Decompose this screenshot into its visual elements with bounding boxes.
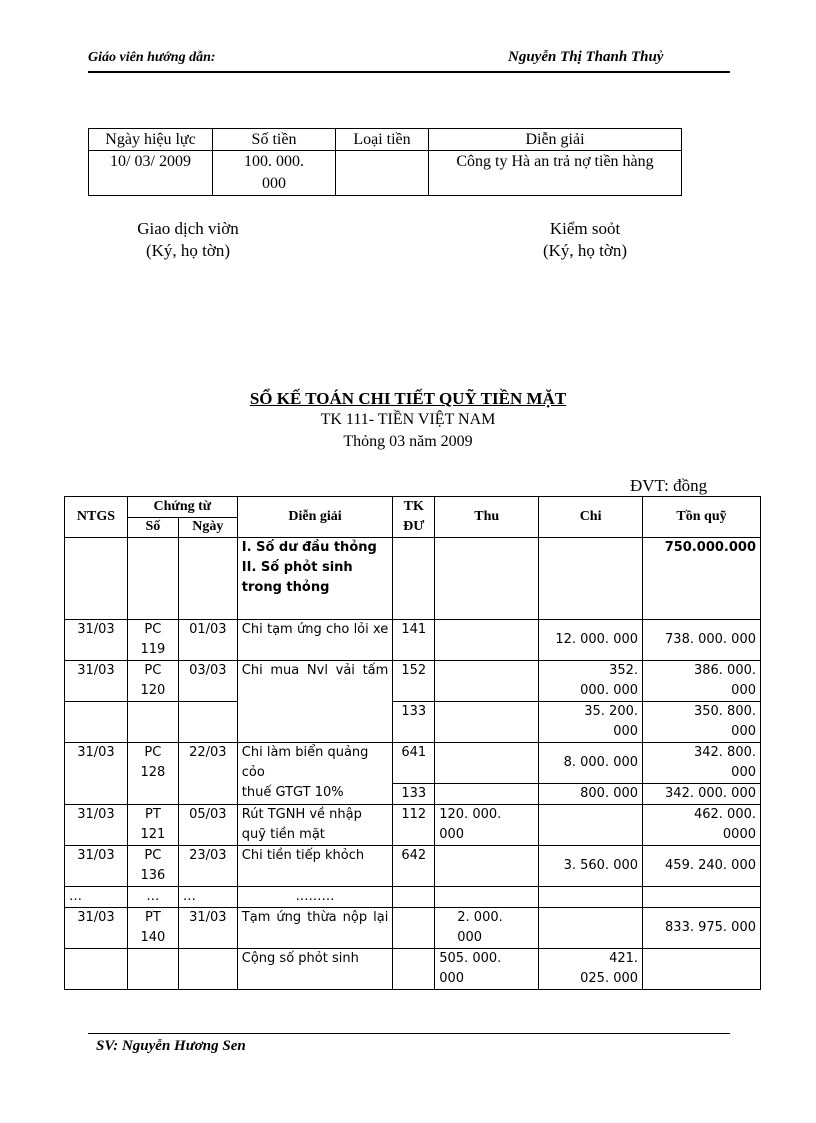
ledger-opening-row <box>65 538 761 620</box>
header-advisor-label: Giáo viên hướng dẫn: <box>88 50 216 65</box>
ledger-header-voucher-date: Ngày <box>178 517 237 538</box>
ledger-balance: 342. 800. 000 <box>643 743 761 784</box>
ledger-cell <box>643 887 761 908</box>
ledger-cell <box>65 538 128 620</box>
signature-teller-note: (Ký, họ tờn) <box>145 241 231 260</box>
ledger-cell <box>127 538 178 620</box>
voucher-table <box>88 128 682 196</box>
ledger-ntgs: 31/03 <box>65 805 128 846</box>
footer-divider <box>88 1033 730 1034</box>
ledger-ntgs: 31/03 <box>65 661 128 702</box>
signature-controller-title: Kiểm soỏt <box>549 219 621 238</box>
ledger-payment: 12. 000. 000 <box>539 620 643 661</box>
header-divider <box>88 71 730 73</box>
ledger-voucher-date: 01/03 <box>178 620 237 661</box>
ledger-cell <box>643 949 761 990</box>
ledger-description <box>237 743 393 805</box>
voucher-amount: 100. 000. 000 <box>213 151 336 196</box>
ledger-voucher-date: 03/03 <box>178 661 237 702</box>
ledger-receipt <box>435 661 539 702</box>
ledger-voucher-date: 23/03 <box>178 846 237 887</box>
ledger-total-receipt: 505. 000. 000 <box>435 949 539 990</box>
ledger-cell <box>435 702 539 743</box>
voucher-description: Công ty Hà an trả nợ tiền hàng <box>429 151 682 196</box>
ledger-receipt: 120. 000. 000 <box>435 805 539 846</box>
ledger-receipt: 2. 000. 000 <box>435 908 539 949</box>
ledger-cell <box>178 949 237 990</box>
ledger-receipt <box>435 620 539 661</box>
signature-controller-note: (Ký, họ tờn) <box>542 241 628 260</box>
ledger-balance: 342. 000. 000 <box>643 784 761 805</box>
ledger-cell <box>127 949 178 990</box>
ledger-title-text: SỔ KẾ TOÁN CHI TIẾT QUỸ TIỀN MẶT <box>249 389 567 408</box>
ledger-header-voucher-no: Số <box>127 517 178 538</box>
ledger-title <box>0 389 816 409</box>
ledger-opening-description: I. Số dư đầu thỏng II. Số phỏt sinh trong thỏng <box>237 538 393 620</box>
ledger-voucher-no: PT 121 <box>127 805 178 846</box>
ledger-header-ntgs: NTGS <box>65 497 128 538</box>
ledger-description: ……… <box>237 887 393 908</box>
ledger-header-payment: Chi <box>539 497 643 538</box>
ledger-cell <box>178 702 237 743</box>
ledger-cell <box>393 538 435 620</box>
ledger-balance: 738. 000. 000 <box>643 620 761 661</box>
ledger-payment: 800. 000 <box>539 784 643 805</box>
ledger-payment: 35. 200. 000 <box>539 702 643 743</box>
ledger-voucher-date: … <box>178 887 237 908</box>
ledger-balance: 459. 240. 000 <box>643 846 761 887</box>
ledger-header-balance: Tồn quỹ <box>643 497 761 538</box>
ledger-subtitle: TK 111- TIỀN VIỆT NAM <box>320 411 496 428</box>
ledger-voucher-no: PC 128 <box>127 743 178 805</box>
ledger-description: Chi tiền tiếp khỏch <box>237 846 393 887</box>
ledger-header-account: TK ĐƯ <box>393 497 435 538</box>
ledger-description-line: thuế GTGT 10% <box>241 785 344 800</box>
ledger-voucher-no: PC 120 <box>127 661 178 702</box>
voucher-header-date: Ngày hiệu lực <box>89 129 213 151</box>
ledger-account: 152 <box>393 661 435 702</box>
ledger-row <box>65 702 761 743</box>
ledger-voucher-no: PT 140 <box>127 908 178 949</box>
voucher-data-row <box>89 151 682 196</box>
ledger-cell <box>393 908 435 949</box>
ledger-ntgs: 31/03 <box>65 908 128 949</box>
voucher-header-currency: Loại tiền <box>336 129 429 151</box>
ledger-total-label: Cộng số phỏt sinh <box>237 949 393 990</box>
ledger-cell <box>435 784 539 805</box>
ledger-balance: 833. 975. 000 <box>643 908 761 949</box>
voucher-header-description: Diễn giải <box>429 129 682 151</box>
ledger-header-voucher: Chứng từ <box>127 497 237 518</box>
ledger-ntgs: 31/03 <box>65 743 128 805</box>
ledger-voucher-date: 22/03 <box>178 743 237 805</box>
ledger-payment: 3. 560. 000 <box>539 846 643 887</box>
ledger-cell <box>539 908 643 949</box>
ledger-voucher-date: 05/03 <box>178 805 237 846</box>
ledger-row <box>65 743 761 784</box>
ledger-voucher-date: 31/03 <box>178 908 237 949</box>
footer-student-name: SV: Nguyễn Hương Sen <box>96 1038 246 1054</box>
voucher-header-amount: Số tiền <box>213 129 336 151</box>
signature-teller <box>108 218 268 262</box>
ledger-balance: 386. 000. 000 <box>643 661 761 702</box>
ledger-payment: 8. 000. 000 <box>539 743 643 784</box>
voucher-currency <box>336 151 429 196</box>
signature-teller-title: Giao dịch viờn <box>137 219 239 238</box>
ledger-balance: 462. 000. 0000 <box>643 805 761 846</box>
ledger-cell <box>435 743 539 784</box>
voucher-date: 10/ 03/ 2009 <box>89 151 213 196</box>
ledger-cell <box>65 949 128 990</box>
ledger-description: Chi mua Nvl vải tấm <box>237 661 393 743</box>
ledger-row <box>65 805 761 846</box>
ledger-account: 141 <box>393 620 435 661</box>
ledger-payment <box>539 805 643 846</box>
ledger-cell <box>65 702 128 743</box>
ledger-account: 641 <box>393 743 435 784</box>
ledger-cell <box>435 887 539 908</box>
ledger-description: Chi tạm ứng cho lỏi xe <box>237 620 393 661</box>
ledger-description: Rút TGNH về nhập quỹ tiền mặt <box>237 805 393 846</box>
ledger-account: 133 <box>393 784 435 805</box>
ledger-header-row-1 <box>65 497 761 518</box>
ledger-account: 112 <box>393 805 435 846</box>
ledger-voucher-no: … <box>127 887 178 908</box>
ledger-table <box>64 496 761 990</box>
header-author-name: Nguyễn Thị Thanh Thuỷ <box>508 49 664 65</box>
ledger-header-receipt: Thu <box>435 497 539 538</box>
ledger-row <box>65 620 761 661</box>
ledger-receipt <box>435 846 539 887</box>
ledger-unit: ĐVT: đồng <box>630 476 708 495</box>
ledger-voucher-no: PC 119 <box>127 620 178 661</box>
ledger-account: 133 <box>393 702 435 743</box>
ledger-description-line: Chi làm biển quảng cỏo <box>241 745 369 780</box>
ledger-total-payment: 421. 025. 000 <box>539 949 643 990</box>
ledger-row <box>65 846 761 887</box>
ledger-ntgs: 31/03 <box>65 620 128 661</box>
ledger-ntgs: 31/03 <box>65 846 128 887</box>
ledger-cell <box>393 887 435 908</box>
ledger-cell <box>539 538 643 620</box>
ledger-row <box>65 887 761 908</box>
ledger-payment: 352. 000. 000 <box>539 661 643 702</box>
ledger-cell <box>435 538 539 620</box>
ledger-ntgs: … <box>65 887 128 908</box>
ledger-cell <box>178 538 237 620</box>
ledger-period: Thỏng 03 năm 2009 <box>343 433 473 450</box>
ledger-balance: 350. 800. 000 <box>643 702 761 743</box>
ledger-header-description: Diễn giải <box>237 497 393 538</box>
voucher-header-row <box>89 129 682 151</box>
ledger-cell <box>127 702 178 743</box>
ledger-cell <box>393 949 435 990</box>
ledger-account: 642 <box>393 846 435 887</box>
ledger-row <box>65 661 761 702</box>
ledger-voucher-no: PC 136 <box>127 846 178 887</box>
ledger-description: Tạm ứng thừa nộp lại <box>237 908 393 949</box>
ledger-opening-balance: 750.000.000 <box>643 538 761 620</box>
signature-controller <box>500 218 670 262</box>
ledger-cell <box>539 887 643 908</box>
ledger-row <box>65 908 761 949</box>
ledger-total-row <box>65 949 761 990</box>
